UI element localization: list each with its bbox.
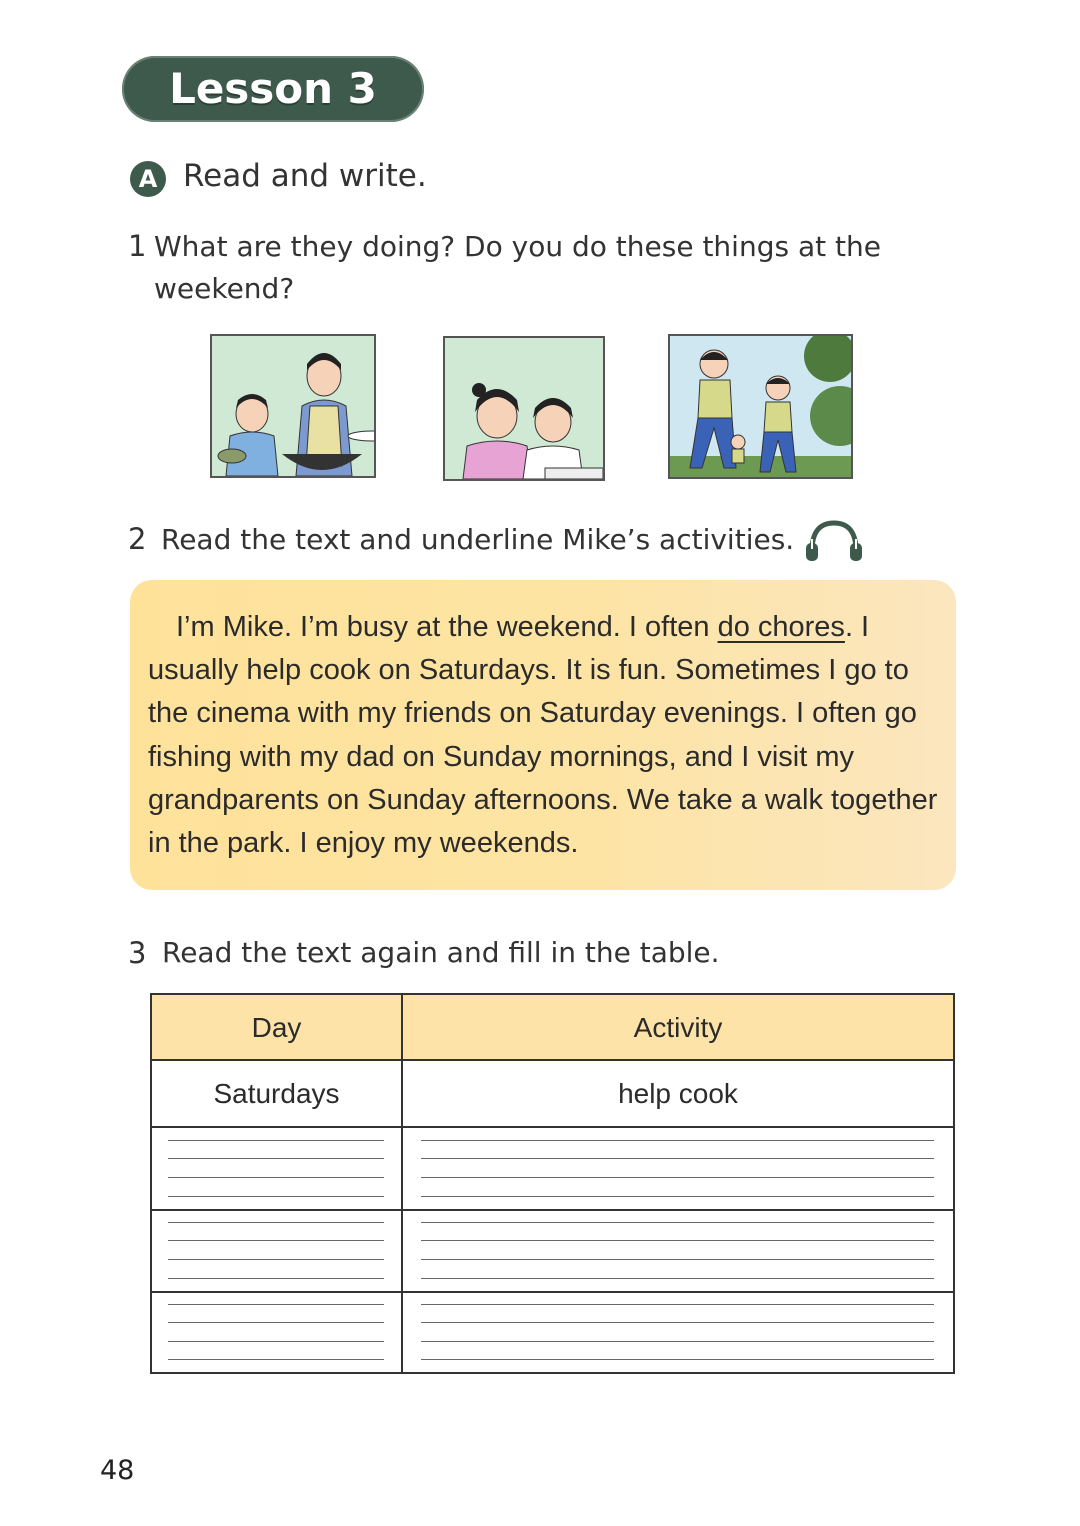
writing-line bbox=[421, 1359, 934, 1360]
reading-underlined-activity: do chores bbox=[717, 611, 845, 643]
table-row-activity: help cook bbox=[618, 1078, 738, 1109]
q1-text-line2: weekend? bbox=[154, 272, 295, 305]
reading-part-1: I’m Mike. I’m busy at the weekend. I often bbox=[176, 611, 718, 643]
writing-line bbox=[421, 1240, 934, 1241]
lesson-title: Lesson 3 bbox=[169, 64, 377, 113]
writing-line bbox=[168, 1341, 384, 1342]
writing-line bbox=[168, 1240, 384, 1241]
table-column-divider bbox=[401, 993, 403, 1374]
picture-park-play bbox=[668, 334, 853, 479]
writing-line bbox=[421, 1177, 934, 1178]
writing-line bbox=[421, 1222, 934, 1223]
table-row-divider bbox=[150, 1209, 955, 1211]
writing-line bbox=[168, 1359, 384, 1360]
table-row-day: Saturdays bbox=[213, 1078, 340, 1109]
q2-text: Read the text and underline Mike’s activities. bbox=[161, 523, 795, 556]
writing-line bbox=[421, 1158, 934, 1159]
writing-line bbox=[421, 1304, 934, 1305]
writing-line bbox=[168, 1278, 384, 1279]
q3-text: Read the text again and fill in the table. bbox=[162, 936, 720, 969]
q1-number: 1 bbox=[128, 229, 147, 263]
picture-homework bbox=[443, 336, 605, 481]
headphones-icon bbox=[804, 519, 864, 563]
writing-line bbox=[421, 1322, 934, 1323]
writing-line bbox=[421, 1259, 934, 1260]
q2-number: 2 bbox=[128, 522, 147, 556]
table-header-day: Day bbox=[152, 995, 401, 1060]
writing-line bbox=[168, 1259, 384, 1260]
section-a-badge: A bbox=[130, 161, 166, 197]
writing-line bbox=[421, 1196, 934, 1197]
writing-line bbox=[168, 1158, 384, 1159]
section-a-instruction: Read and write. bbox=[183, 158, 427, 194]
writing-line bbox=[421, 1341, 934, 1342]
q3-number: 3 bbox=[128, 936, 147, 970]
writing-line bbox=[421, 1278, 934, 1279]
writing-line bbox=[168, 1177, 384, 1178]
writing-line bbox=[168, 1222, 384, 1223]
reading-part-2: . I usually help cook on Saturdays. It is fun. Sometimes I go to the cinema with my friends on Saturday evenings. I often go fishing with my dad on Sunday mornings, and I visit my grandparents on Sunday afternoons. We take a walk together in the park. I enjoy my weekends. bbox=[148, 611, 938, 860]
writing-line bbox=[168, 1304, 384, 1305]
table-row-divider bbox=[150, 1126, 955, 1128]
reading-passage bbox=[148, 606, 938, 865]
writing-line bbox=[168, 1196, 384, 1197]
writing-line bbox=[168, 1322, 384, 1323]
table-header-activity: Activity bbox=[403, 995, 953, 1060]
writing-line bbox=[168, 1140, 384, 1141]
writing-line bbox=[421, 1140, 934, 1141]
page-number: 48 bbox=[100, 1455, 135, 1486]
q1-text-line1: What are they doing? Do you do these things at the bbox=[154, 230, 881, 263]
table-row-divider bbox=[150, 1291, 955, 1293]
picture-cooking bbox=[210, 334, 376, 478]
